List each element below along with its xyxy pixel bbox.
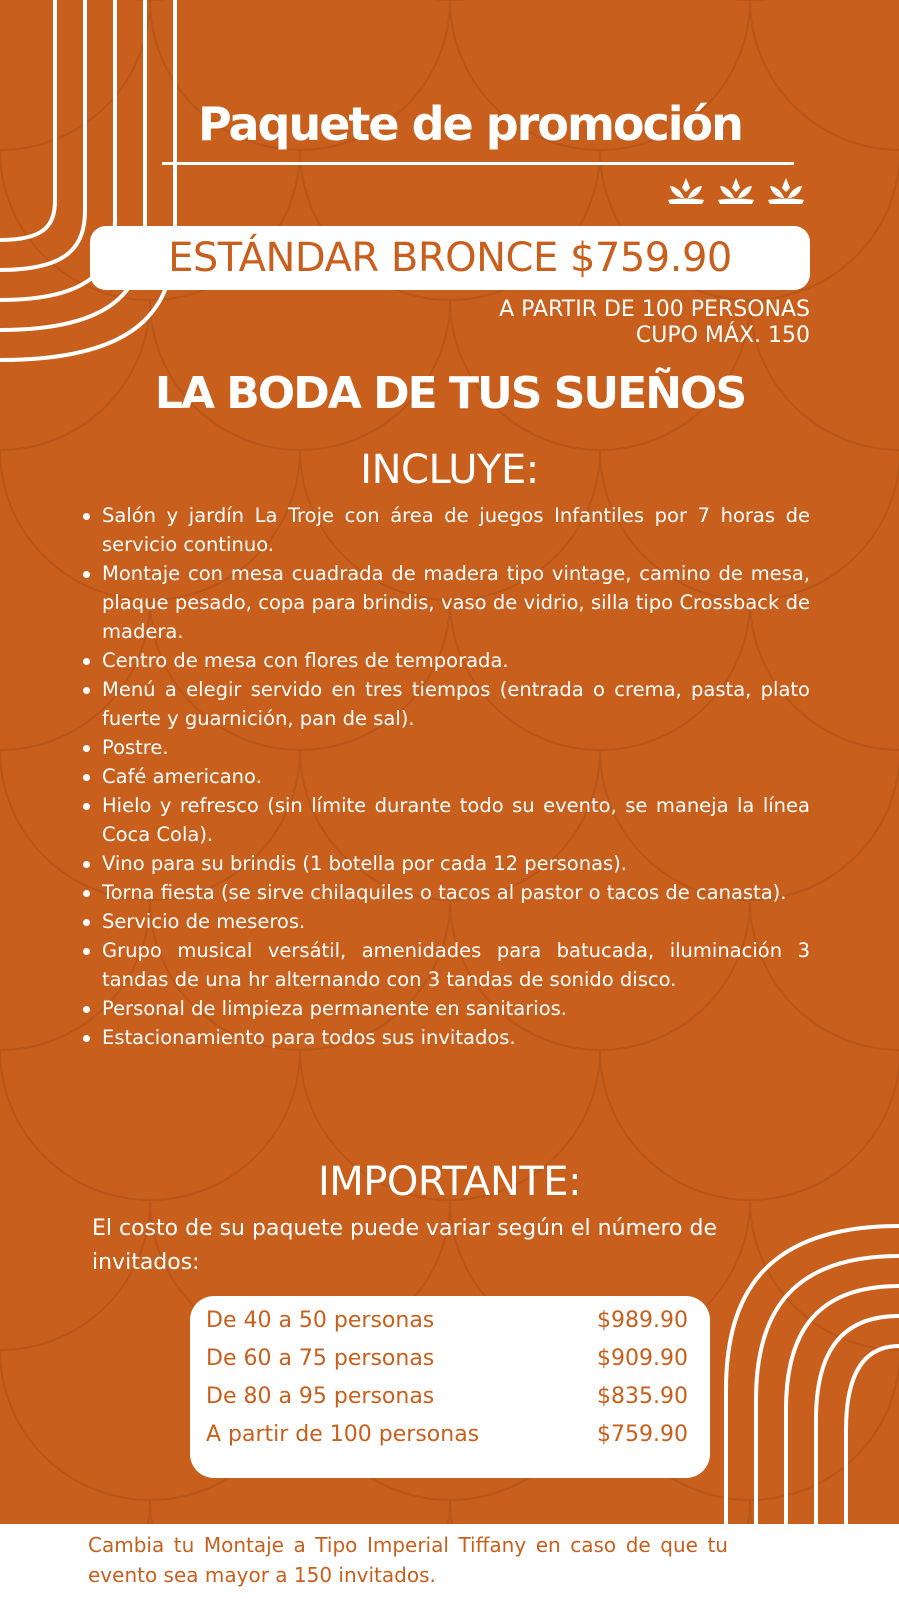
- list-item: Menú a elegir servido en tres tiempos (entrada o crema, pasta, plato fuerte y guarnición, pan de sal).: [80, 675, 810, 733]
- list-item: Servicio de meseros.: [80, 907, 810, 936]
- list-item: Salón y jardín La Troje con área de juegos Infantiles por 7 horas de servicio continuo.: [80, 501, 810, 559]
- decorative-arcs-left: [0, 0, 190, 380]
- footer-note: Cambia tu Montaje a Tipo Imperial Tiffany en caso de que tu evento sea mayor a 150 invitados.: [88, 1533, 728, 1587]
- list-item: Vino para su brindis (1 botella por cada 12 personas).: [80, 849, 810, 878]
- includes-heading: INCLUYE:: [360, 447, 539, 493]
- important-note: El costo de su paquete puede variar según el número de invitados:: [92, 1216, 718, 1275]
- list-item: Montaje con mesa cuadrada de madera tipo vintage, camino de mesa, plaque pesado, copa para brindis, vaso de vidrio, silla tipo Crossback de madera.: [80, 559, 810, 646]
- price-row-value: $909.90: [597, 1346, 688, 1371]
- list-item: Hielo y refresco (sin límite durante todo su evento, se maneja la línea Coca Cola).: [80, 791, 810, 849]
- list-item: Torna fiesta (se sirve chilaquiles o tacos al pastor o tacos de canasta).: [80, 878, 810, 907]
- price-row-label: De 40 a 50 personas: [206, 1308, 435, 1333]
- price-row: [206, 1302, 688, 1340]
- list-item: Postre.: [80, 733, 810, 762]
- list-item: Personal de limpieza permanente en sanitarios.: [80, 994, 810, 1023]
- price-row-label: De 60 a 75 personas: [206, 1346, 435, 1371]
- list-item: Centro de mesa con flores de temporada.: [80, 646, 810, 675]
- list-item: Café americano.: [80, 762, 810, 791]
- price-row-label: A partir de 100 personas: [206, 1422, 480, 1447]
- page-title: Paquete de promoción: [198, 97, 742, 151]
- decorative-arcs-right: [720, 1220, 899, 1599]
- important-heading: IMPORTANTE:: [317, 1159, 582, 1205]
- maximum-capacity-text: CUPO MÁX. 150: [635, 323, 810, 348]
- price-row-value: $835.90: [597, 1384, 688, 1409]
- list-item: Grupo musical versátil, amenidades para batucada, iluminación 3 tandas de una hr alternando con 3 tandas de sonido disco.: [80, 936, 810, 994]
- price-row: [206, 1340, 688, 1378]
- price-row: [206, 1378, 688, 1416]
- list-item: Estacionamiento para todos sus invitados.: [80, 1023, 810, 1052]
- price-row-value: $989.90: [597, 1308, 688, 1333]
- title-underline: [162, 162, 794, 165]
- lotus-ornament-icon: [664, 174, 812, 210]
- package-price-badge: ESTÁNDAR BRONCE $759.90: [90, 226, 810, 290]
- price-row: [206, 1416, 688, 1454]
- price-row-label: De 80 a 95 personas: [206, 1384, 435, 1409]
- minimum-guests-text: A PARTIR DE 100 PERSONAS: [499, 297, 810, 322]
- includes-list: [80, 501, 810, 1052]
- price-row-value: $759.90: [597, 1422, 688, 1447]
- headline: LA BODA DE TUS SUEÑOS: [154, 368, 746, 419]
- price-table: [190, 1296, 710, 1478]
